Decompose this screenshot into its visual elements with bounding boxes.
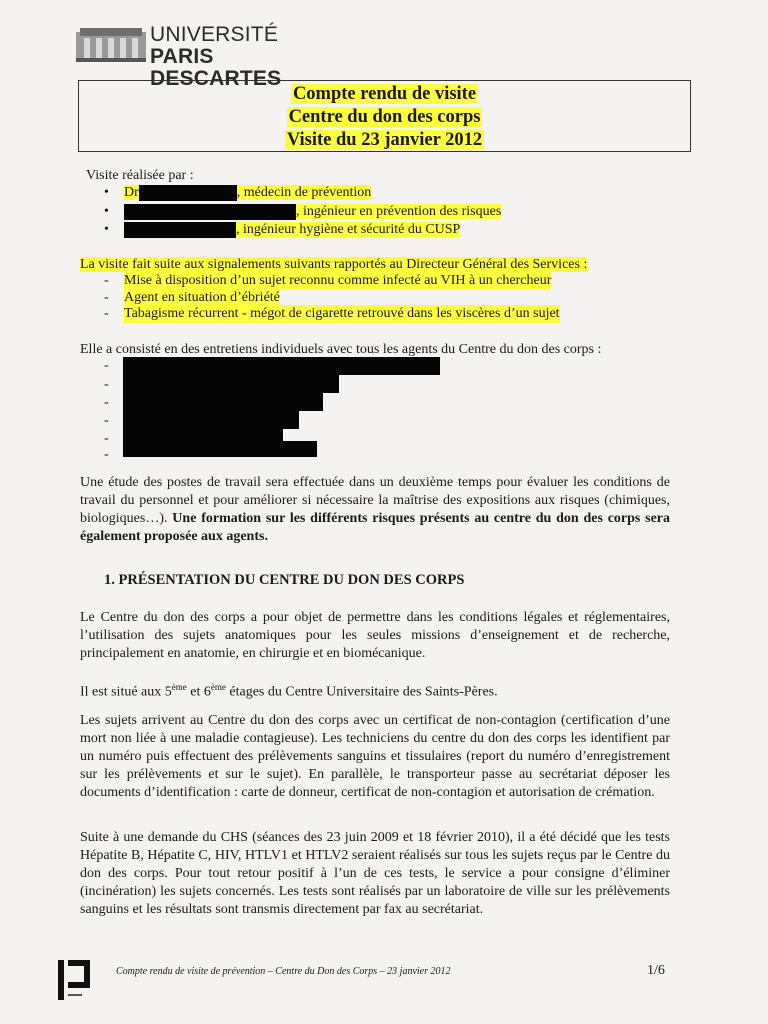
title-box bbox=[78, 80, 691, 152]
bullet-icon: • bbox=[104, 185, 109, 200]
title-line-3: Visite du 23 janvier 2012 bbox=[286, 130, 483, 150]
p2-sup-1: ème bbox=[171, 682, 187, 692]
bullet-icon: • bbox=[104, 204, 109, 219]
redacted-agent bbox=[123, 441, 317, 457]
redacted-agent bbox=[123, 375, 339, 393]
visitor-role: , médecin de prévention bbox=[236, 185, 372, 200]
visit-intro: Visite réalisée par : bbox=[86, 168, 194, 183]
title-line-2: Centre du don des corps bbox=[288, 107, 481, 127]
reason-intro bbox=[80, 256, 587, 273]
section-paragraph-1: Le Centre du don des corps a pour objet de permettre dans les conditions légales et réglementaires, l’utilisation des sujets anatomiques pour les seules missions d’enseignement et de recherche, principalement en anatomie, en chirurgie et en biomécanique. bbox=[80, 610, 670, 661]
document-page: UNIVERSITÉ PARIS DESCARTES Compte rendu de visite Centre du don des corps Visite du 23 janvier 2012 Visite réalisée par : • Dr , médecin de prévention • , ingénieur en prévention des risques • , ingénieur hygiène et sécurité du CUSP La visite fait suite aux signalements suivants rapportés au Directeur Général des Services : - Mise à disposition d’un sujet reconnu comme infecté au VIH à un chercheur - Agent en situation d’ébriété - Tabagisme récurrent - mégot de cigarette retrouvé dans les viscères d’un sujet Elle a consisté en des entretiens individuels avec tous les agents du Centre du don des corps : - - - - - - Une étude des postes de travail sera effectuée dans un deuxième temps pour évaluer les conditions de travail du personnel et pour améliorer si nécessaire la maîtrise des expositions aux risques (chimiques, biologiques…). Une formation sur les différents risques présents au centre du don des corps sera également proposée aux agents. 1. PRÉSENTATION DU CENTRE DU DON DES CORPS Le Centre du don des corps a pour objet de permettre dans les conditions légales et réglementaires, l’utilisation des sujets anatomiques pour les seules missions d’enseignement et de recherche, principalement en anatomie, en chirurgie et en biomécanique. Il est situé aux 5ème et 6ème étages du Centre Universitaire des Saints-Pères. Les sujets arrivent au Centre du don des corps avec un certificat de non-contagion (certification d’une mort non liée à une maladie contagieuse). Les techniciens du centre du don des corps les identifient par un numéro puis effectuent des prélèvements sanguins et tissulaires (report du numéro d’enregistrement sur les prélèvements et sur le sujet). En parallèle, le transporteur passe au secrétariat déposer les documents d’identification : carte de donneur, certificat de non-contagion et autorisation de crémation. Suite à une demande du CHS (séances des 23 juin 2009 et 18 février 2010), il a été décidé que les tests Hépatite B, Hépatite C, HIV, HTLV1 et HTLV2 seraient réalisés sur tous les sujets reçus par le Centre du don des corps. Pour tout retour positif à l’un de ces tests, le service a pour consigne d’éliminer (incinération) les sujets concernés. Les tests sont réalisés par un laboratoire de ville sur les prélèvements sanguins et les résultats sont transmis directement par fax au secrétariat. Compte rendu de visite de prévention – Centre du Don des Corps – 23 janvier 2012 1/6 bbox=[0, 0, 768, 1024]
reason-item-text: Mise à disposition d’un sujet reconnu comme infecté au VIH à un chercheur bbox=[124, 273, 552, 288]
redacted-agent bbox=[123, 411, 299, 429]
section-paragraph-3: Les sujets arrivent au Centre du don des corps avec un certificat de non-contagion (certification d’une mort non liée à une maladie contagieuse). Les techniciens du centre du don des corps les identifient par un numéro puis effectuent des prélèvements sanguins et tissulaires (report du numéro d’enregistrement sur les prélèvements et sur le sujet). En parallèle, le transporteur passe au secrétariat déposer les documents d’identification : carte de donneur, certificat de non-contagion et autorisation de crémation. bbox=[80, 713, 670, 800]
redacted-name bbox=[139, 185, 237, 201]
section-paragraph-4: Suite à une demande du CHS (séances des 23 juin 2009 et 18 février 2010), il a été décidé que les tests Hépatite B, Hépatite C, HIV, HTLV1 et HTLV2 seraient réalisés sur tous les sujets reçus par le Centre du don des corps. Pour tout retour positif à l’un de ces tests, le service a pour consigne d’éliminer (incinération) les sujets concernés. Les tests sont réalisés par un laboratoire de ville sur les prélèvements sanguins et les résultats sont transmis directement par fax au secrétariat. bbox=[80, 830, 670, 917]
section-heading: 1. PRÉSENTATION DU CENTRE DU DON DES CORPS bbox=[104, 572, 465, 588]
visitor-role: , ingénieur en prévention des risques bbox=[296, 204, 502, 219]
study-paragraph bbox=[80, 474, 670, 546]
p2-part-c: étages du Centre Universitaire des Saints-Pères. bbox=[225, 684, 498, 700]
visitor-prefix: Dr bbox=[124, 185, 139, 200]
university-crest-icon bbox=[76, 24, 146, 64]
footer-logo-icon bbox=[56, 956, 96, 1004]
visitor-role: , ingénieur hygiène et sécurité du CUSP bbox=[236, 222, 461, 237]
study-bold-text: Une formation sur les différents risques présents au centre du don des corps sera également proposée aux agents. bbox=[80, 511, 671, 544]
reason-item-text: Tabagisme récurrent - mégot de cigarette retrouvé dans les viscères d’un sujet bbox=[124, 306, 560, 321]
p2-sup-2: ème bbox=[210, 682, 226, 692]
reason-item-text: Agent en situation d’ébriété bbox=[124, 290, 280, 305]
redacted-agent bbox=[123, 357, 440, 375]
redacted-name bbox=[124, 222, 236, 238]
study-text: Une étude des postes de travail sera effectuée dans un deuxième temps pour évaluer les conditions de travail du personnel et pour améliorer si nécessaire la maîtrise des expositions aux risques (chimiques, biologiques…). bbox=[80, 475, 670, 526]
p2-part-b: et 6 bbox=[186, 684, 211, 700]
university-logo bbox=[76, 22, 336, 90]
interviews-intro: Elle a consisté en des entretiens individuels avec tous les agents du Centre du don des corps : bbox=[80, 342, 602, 357]
bullet-icon: • bbox=[104, 222, 109, 237]
redacted-agent bbox=[123, 393, 323, 411]
page-number: 1/6 bbox=[647, 963, 665, 978]
title-line-1: Compte rendu de visite bbox=[292, 84, 477, 104]
p2-part-a: Il est situé aux 5 bbox=[80, 684, 172, 700]
reason-intro-text: La visite fait suite aux signalements suivants rapportés au Directeur Général des Services : bbox=[80, 257, 588, 272]
footer-text: Compte rendu de visite de prévention – Centre du Don des Corps – 23 janvier 2012 bbox=[116, 966, 451, 977]
section-paragraph-2 bbox=[80, 678, 670, 702]
university-name-line1: UNIVERSITÉ bbox=[150, 23, 279, 46]
redacted-name bbox=[124, 204, 296, 220]
university-name-line2: PARIS DESCARTES bbox=[150, 45, 282, 90]
